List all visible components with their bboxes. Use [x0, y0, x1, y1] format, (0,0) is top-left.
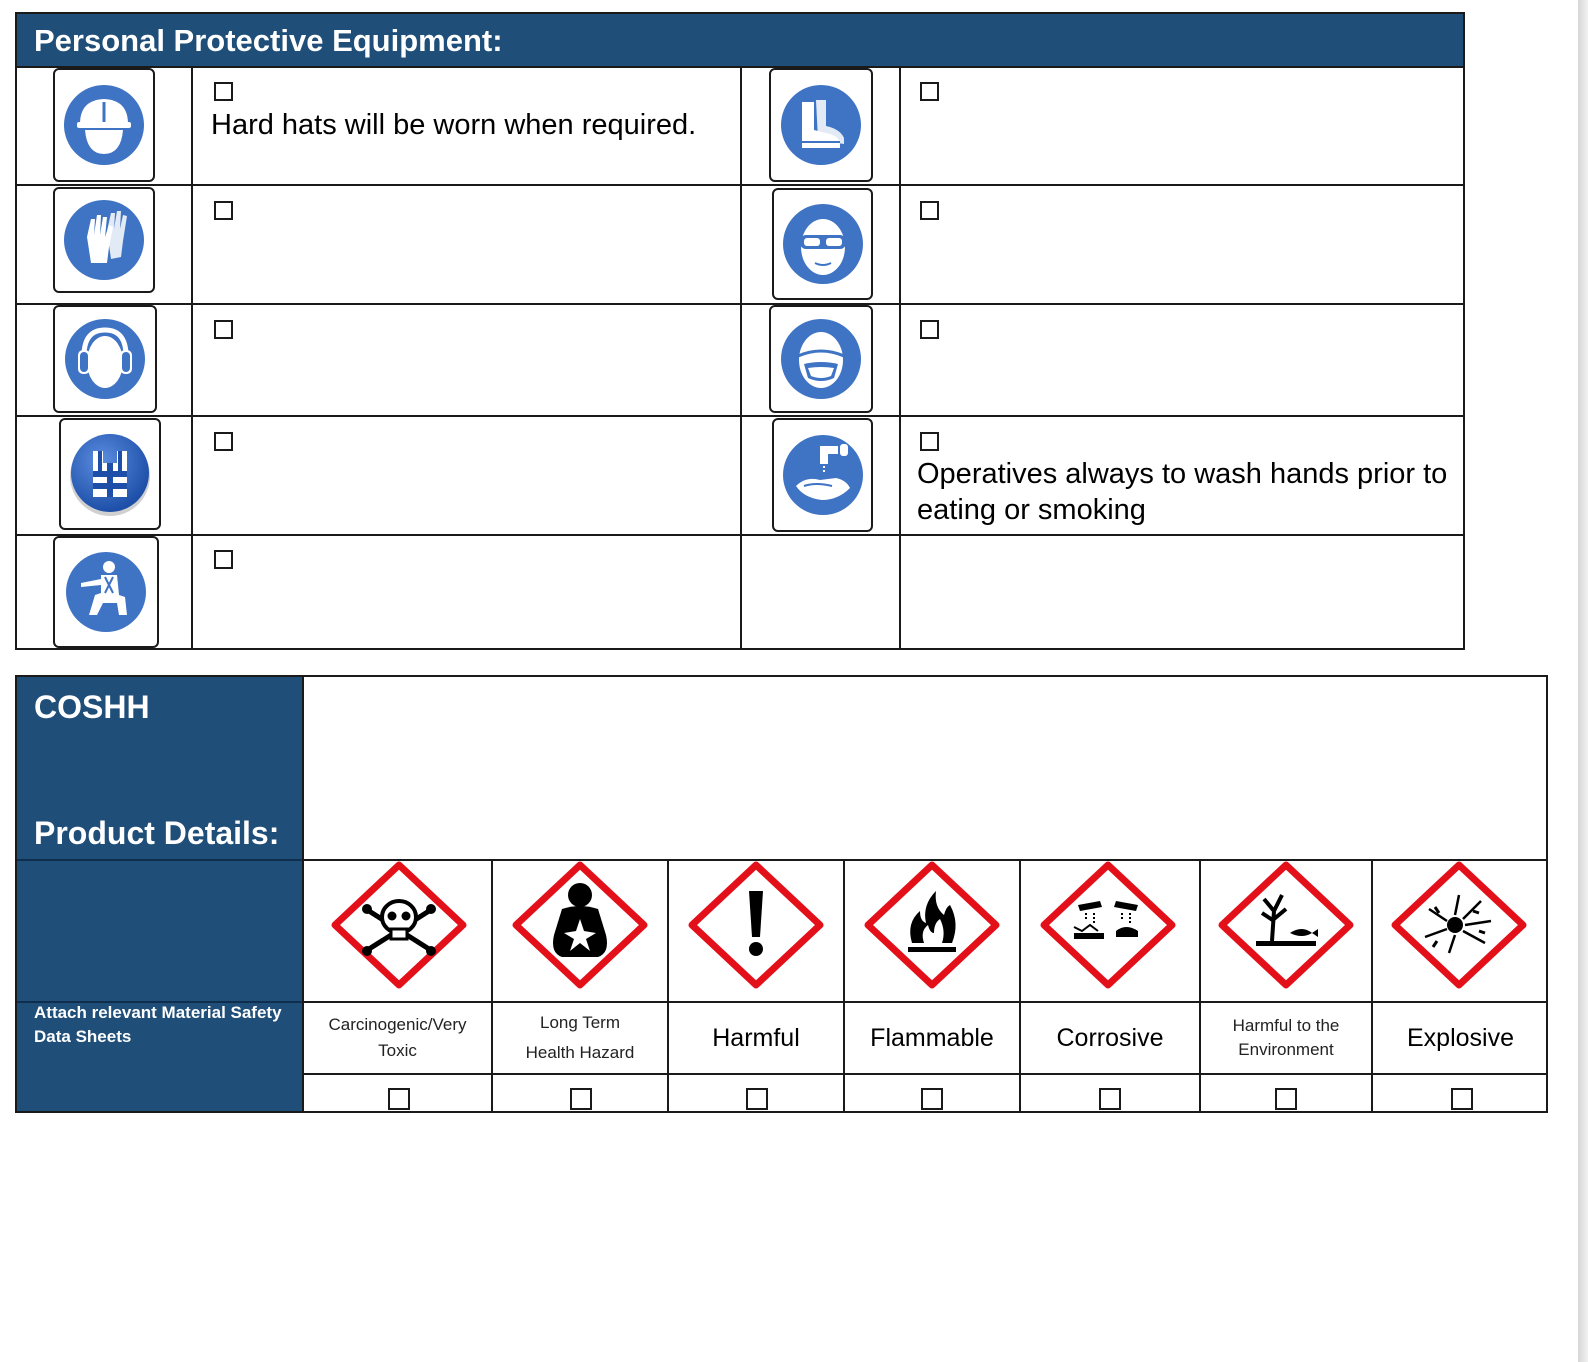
- grid-line: [843, 859, 845, 1111]
- grid-line: [1199, 859, 1201, 1111]
- checkbox-hi-vis-vest[interactable]: [214, 432, 233, 451]
- grid-line: [17, 859, 302, 861]
- hazard-label-carcinogenic: Carcinogenic/Very Toxic: [328, 1015, 467, 1060]
- checkbox-corrosive[interactable]: [1099, 1088, 1121, 1110]
- gloves-icon: [53, 187, 155, 293]
- hi-vis-vest-icon: [59, 418, 161, 530]
- checkbox-wash-hands[interactable]: [920, 432, 939, 451]
- hard-hat-icon: [53, 68, 155, 182]
- attach-sds-note: Attach relevant Material Safety Data Sheets: [34, 1003, 282, 1046]
- hazard-label-harmful: Harmful: [712, 1024, 800, 1052]
- grid-line: [1019, 859, 1021, 1111]
- ppe-title: Personal Protective Equipment:: [17, 14, 1463, 66]
- hazard-label-health-hazard: Long Term Health Hazard: [525, 1013, 635, 1062]
- coshh-title: COSHH: [34, 689, 150, 725]
- checkbox-gloves[interactable]: [214, 201, 233, 220]
- exclamation-icon: [686, 861, 826, 989]
- ear-defenders-icon: [53, 305, 157, 413]
- exploding-bomb-icon: [1389, 861, 1529, 989]
- checkbox-safety-boots[interactable]: [920, 82, 939, 101]
- checkbox-environment[interactable]: [1275, 1088, 1297, 1110]
- checkbox-safety-goggles[interactable]: [920, 201, 939, 220]
- product-details-label: Product Details:: [34, 815, 280, 851]
- checkbox-safety-harness[interactable]: [214, 550, 233, 569]
- corrosion-icon: [1038, 861, 1178, 989]
- grid-line: [899, 66, 901, 650]
- checkbox-carcinogenic[interactable]: [388, 1088, 410, 1110]
- hazard-label-environment: Harmful to the Environment: [1232, 1016, 1340, 1059]
- checkbox-flammable[interactable]: [921, 1088, 943, 1110]
- checkbox-face-mask[interactable]: [920, 320, 939, 339]
- checkbox-hard-hats[interactable]: [214, 82, 233, 101]
- checkbox-explosive[interactable]: [1451, 1088, 1473, 1110]
- ppe-table: [15, 12, 1465, 650]
- flame-icon: [862, 861, 1002, 989]
- grid-line: [740, 66, 742, 650]
- skull-crossbones-icon: [329, 861, 469, 989]
- environment-icon: [1216, 861, 1356, 989]
- health-hazard-icon: [510, 861, 650, 989]
- checkbox-harmful[interactable]: [746, 1088, 768, 1110]
- checkbox-health-hazard[interactable]: [570, 1088, 592, 1110]
- product-details-field[interactable]: [307, 681, 1537, 857]
- hazard-label-explosive: Explosive: [1407, 1024, 1514, 1052]
- safety-goggles-icon: [772, 188, 873, 300]
- hard-hats-text: Hard hats will be worn when required.: [211, 109, 697, 141]
- grid-line: [491, 859, 493, 1111]
- safety-harness-icon: [53, 536, 159, 648]
- wash-hands-text: Operatives always to wash hands prior to eating or smoking: [917, 458, 1448, 526]
- face-mask-icon: [769, 305, 873, 413]
- coshh-table: [15, 675, 1548, 1113]
- grid-line: [667, 859, 669, 1111]
- grid-line: [191, 66, 193, 650]
- grid-line: [302, 1073, 1546, 1075]
- grid-line: [17, 1001, 302, 1003]
- checkbox-ear-defenders[interactable]: [214, 320, 233, 339]
- wash-hands-icon: [772, 418, 873, 532]
- hazard-label-flammable: Flammable: [870, 1024, 994, 1052]
- page-edge: [1578, 0, 1588, 1362]
- grid-line: [1371, 859, 1373, 1111]
- safety-boots-icon: [769, 68, 873, 182]
- hazard-label-corrosive: Corrosive: [1056, 1024, 1164, 1052]
